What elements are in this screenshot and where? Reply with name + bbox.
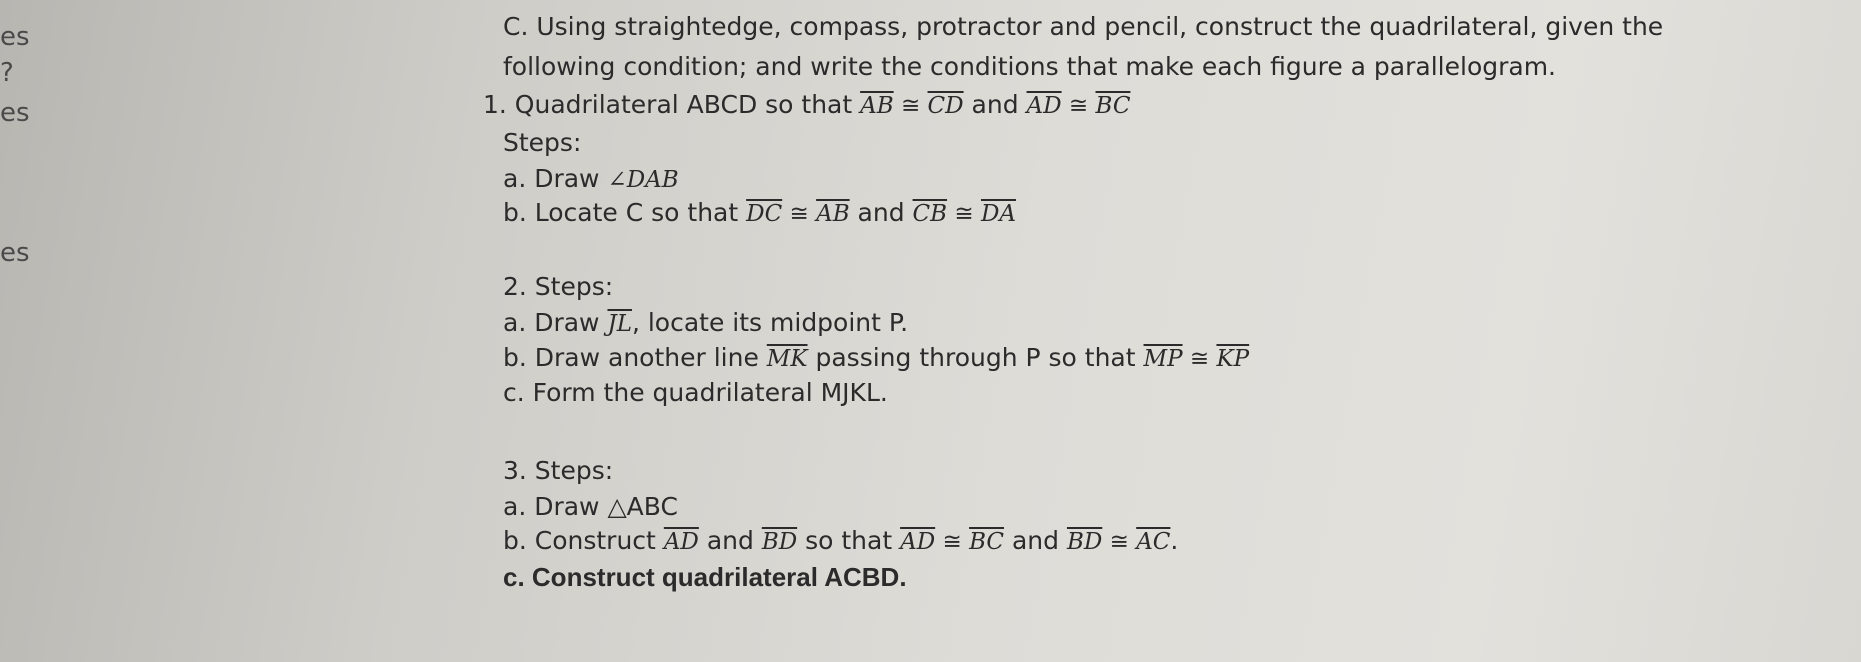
segment-bd: $\overline{BD}$ bbox=[761, 529, 798, 555]
step-text: , locate its midpoint P. bbox=[631, 308, 909, 337]
item1-step-a bbox=[503, 164, 679, 195]
step-text: a. Draw bbox=[503, 164, 608, 193]
congruent-symbol: ≅ bbox=[935, 529, 970, 555]
segment-bc: $\overline{BC}$ bbox=[1095, 93, 1131, 119]
conjunction: and bbox=[1004, 526, 1067, 555]
segment-bc: $\overline{BC}$ bbox=[969, 529, 1004, 555]
item2-step-a bbox=[503, 308, 908, 339]
congruent-symbol: ≅ bbox=[947, 201, 981, 227]
segment-ad: $\overline{AD}$ bbox=[663, 529, 699, 555]
item3-step-c: c. Construct quadrilateral ACBD. bbox=[503, 562, 907, 592]
item1-heading bbox=[483, 90, 1130, 121]
congruent-symbol: ≅ bbox=[893, 93, 928, 119]
congruent-symbol: ≅ bbox=[1061, 93, 1096, 119]
segment-cb: $\overline{CB}$ bbox=[912, 201, 948, 227]
left-margin-fragments bbox=[0, 0, 60, 662]
segment-kp: $\overline{KP}$ bbox=[1216, 346, 1250, 372]
margin-fragment: es bbox=[0, 22, 30, 52]
segment-ad: $\overline{AD}$ bbox=[900, 529, 936, 555]
segment-ab: $\overline{AB}$ bbox=[860, 93, 894, 119]
item3-step-b bbox=[503, 526, 1178, 557]
segment-ab: $\overline{AB}$ bbox=[816, 201, 850, 227]
item2-step-b bbox=[503, 343, 1249, 374]
segment-mp: $\overline{MP}$ bbox=[1143, 346, 1183, 372]
margin-fragment: es bbox=[0, 238, 30, 268]
item2-heading: 2. Steps: bbox=[503, 272, 614, 301]
segment-bd: $\overline{BD}$ bbox=[1066, 529, 1103, 555]
item3-step-a: a. Draw △ABC bbox=[503, 492, 678, 521]
item1-heading-text: 1. Quadrilateral ABCD so that bbox=[483, 90, 861, 119]
step-text: b. Draw another line bbox=[503, 343, 767, 372]
conjunction: and bbox=[698, 526, 762, 555]
segment-ad: $\overline{AD}$ bbox=[1026, 93, 1062, 119]
item2-step-c: c. Form the quadrilateral MJKL. bbox=[503, 378, 888, 407]
item1-steps-label: Steps: bbox=[503, 128, 582, 157]
segment-dc: $\overline{DC}$ bbox=[746, 201, 783, 227]
item1-step-b bbox=[503, 198, 1016, 229]
step-text: passing through P so that bbox=[807, 343, 1144, 372]
intro-line-1: C. Using straightedge, compass, protractor and pencil, construct the quadrilateral, given the bbox=[503, 12, 1664, 41]
angle-dab: ∠DAB bbox=[607, 167, 679, 193]
conjunction: and bbox=[963, 90, 1027, 119]
step-text: so that bbox=[797, 526, 901, 555]
congruent-symbol: ≅ bbox=[1182, 346, 1217, 372]
step-text: a. Draw bbox=[503, 308, 608, 337]
intro-line-2: following condition; and write the conditions that make each figure a parallelogram. bbox=[503, 52, 1557, 81]
step-text: b. Construct bbox=[503, 526, 664, 555]
step-text: b. Locate C so that bbox=[503, 198, 747, 227]
segment-mk: $\overline{MK}$ bbox=[766, 346, 808, 372]
congruent-symbol: ≅ bbox=[1102, 529, 1137, 555]
segment-jl: $\overline{JL}$ bbox=[607, 311, 632, 337]
margin-fragment: es bbox=[0, 98, 30, 128]
conjunction: and bbox=[849, 198, 913, 227]
period: . bbox=[1170, 526, 1179, 555]
segment-da: $\overline{DA}$ bbox=[980, 201, 1017, 227]
segment-cd: $\overline{CD}$ bbox=[927, 93, 964, 119]
congruent-symbol: ≅ bbox=[782, 201, 817, 227]
margin-fragment: ? bbox=[0, 58, 14, 88]
item3-heading: 3. Steps: bbox=[503, 456, 614, 485]
segment-ac: $\overline{AC}$ bbox=[1136, 529, 1171, 555]
